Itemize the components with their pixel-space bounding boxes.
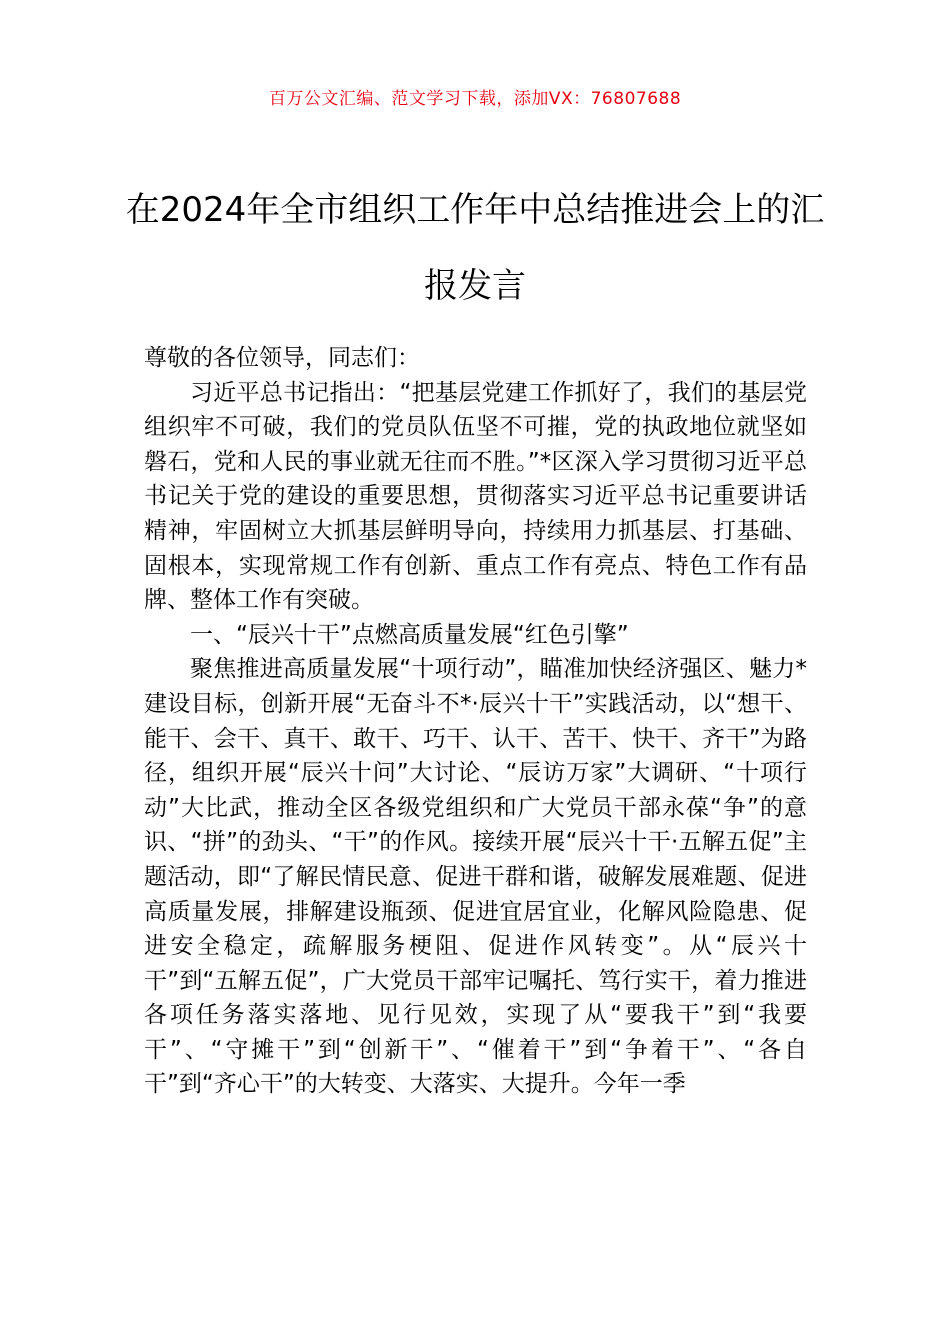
section-heading: 一、“辰兴十干”点燃高质量发展“红色引擎” [190, 621, 629, 648]
paragraph-intro: 习近平总书记指出：“把基层党建工作抓好了，我们的基层党组织牢不可破，我们的党员队伍坚不可摧，党的执政地位就坚如磐石，党和人民的事业就无往而不胜。”*区深入学习贯彻习近平总书记关于党的建设的重要思想，贯彻落实习近平总书记重要讲话精神，牢固树立大抓基层鲜明导向，持续用力抓基层、打基础、固根本，实现常规工作有创新、重点工作有亮点、特色工作有品牌、整体工作有突破。 [144, 379, 807, 614]
document-title: 在2024年全市组织工作年中总结推进会上的汇报发言 [125, 190, 825, 306]
watermark-banner: 百万公文汇编、范文学习下载，添加VX：76807688 [268, 89, 682, 109]
salutation: 尊敬的各位领导，同志们： [144, 345, 420, 371]
document-body [144, 341, 807, 1102]
paragraph-section-1: 聚焦推进高质量发展“十项行动”，瞄准加快经济强区、魅力*建设目标，创新开展“无奋斗不*·辰兴十干”实践活动，以“想干、能干、会干、真干、敢干、巧干、认干、苦干、快干、齐干”为路径，组织开展“辰兴十问”大讨论、“辰访万家”大调研、“十项行动”大比武，推动全区各级党组织和广大党员干部永葆“争”的意识、“拼”的劲头、“干”的作风。接续开展“辰兴十干·五解五促”主题活动，即“了解民情民意、促进干群和谐，破解发展难题、促进高质量发展，排解建设瓶颈、促进宜居宜业，化解风险隐患、促进安全稳定，疏解服务梗阻、促进作风转变”。从“辰兴十干”到“五解五促”，广大党员干部牢记嘱托、笃行实干，着力推进各项任务落实落地、见行见效，实现了从“要我干”到“我要干”、“守摊干”到“创新干”、“催着干”到“争着干”、“各自干”到“齐心干”的大转变、大落实、大提升。今年一季 [144, 656, 807, 1098]
